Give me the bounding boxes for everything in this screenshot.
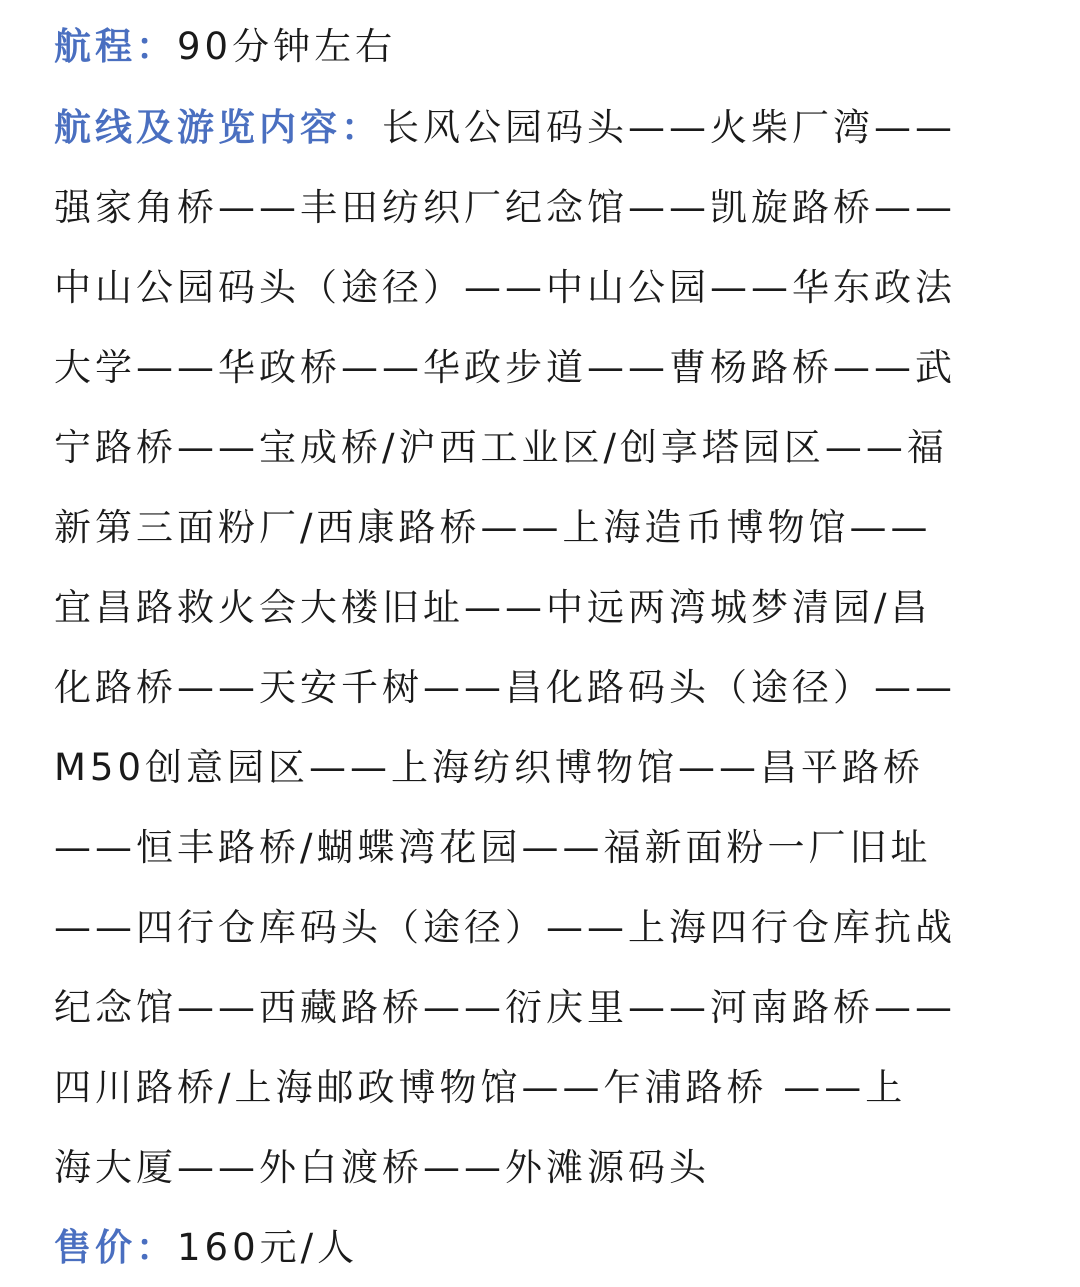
price-value: 160元/人 bbox=[177, 1226, 359, 1269]
route-line: M50创意园区——上海纺织博物馆——昌平路桥 bbox=[54, 746, 925, 789]
route-line: 宜昌路救火会大楼旧址——中远两湾城梦清园/昌 bbox=[54, 586, 932, 629]
route-line: 新第三面粉厂/西康路桥——上海造币博物馆—— bbox=[54, 506, 932, 549]
duration-value: 90分钟左右 bbox=[177, 25, 397, 68]
price-label: 售价： bbox=[54, 1226, 177, 1269]
duration-row bbox=[54, 23, 396, 71]
route-line: 宁路桥——宝成桥/沪西工业区/创享塔园区——福 bbox=[54, 426, 948, 469]
route-line: ——恒丰路桥/蝴蝶湾花园——福新面粉一厂旧址 bbox=[54, 826, 932, 869]
route-line: 海大厦——外白渡桥——外滩源码头 bbox=[54, 1146, 710, 1189]
route-line: 中山公园码头（途径）——中山公园——华东政法 bbox=[54, 266, 956, 309]
price-row bbox=[54, 1224, 358, 1272]
route-line: 长风公园码头——火柴厂湾—— bbox=[382, 106, 956, 149]
route-line: 强家角桥——丰田纺织厂纪念馆——凯旋路桥—— bbox=[54, 186, 956, 229]
route-line: 化路桥——天安千树——昌化路码头（途径）—— bbox=[54, 666, 956, 709]
route-line: 四川路桥/上海邮政博物馆——乍浦路桥 ——上 bbox=[54, 1066, 907, 1109]
route-line: 纪念馆——西藏路桥——衍庆里——河南路桥—— bbox=[54, 986, 956, 1029]
route-row bbox=[54, 104, 956, 152]
route-line: 大学——华政桥——华政步道——曹杨路桥——武 bbox=[54, 346, 956, 389]
duration-label: 航程： bbox=[54, 25, 177, 68]
route-line: ——四行仓库码头（途径）——上海四行仓库抗战 bbox=[54, 906, 956, 949]
route-label: 航线及游览内容： bbox=[54, 106, 382, 149]
